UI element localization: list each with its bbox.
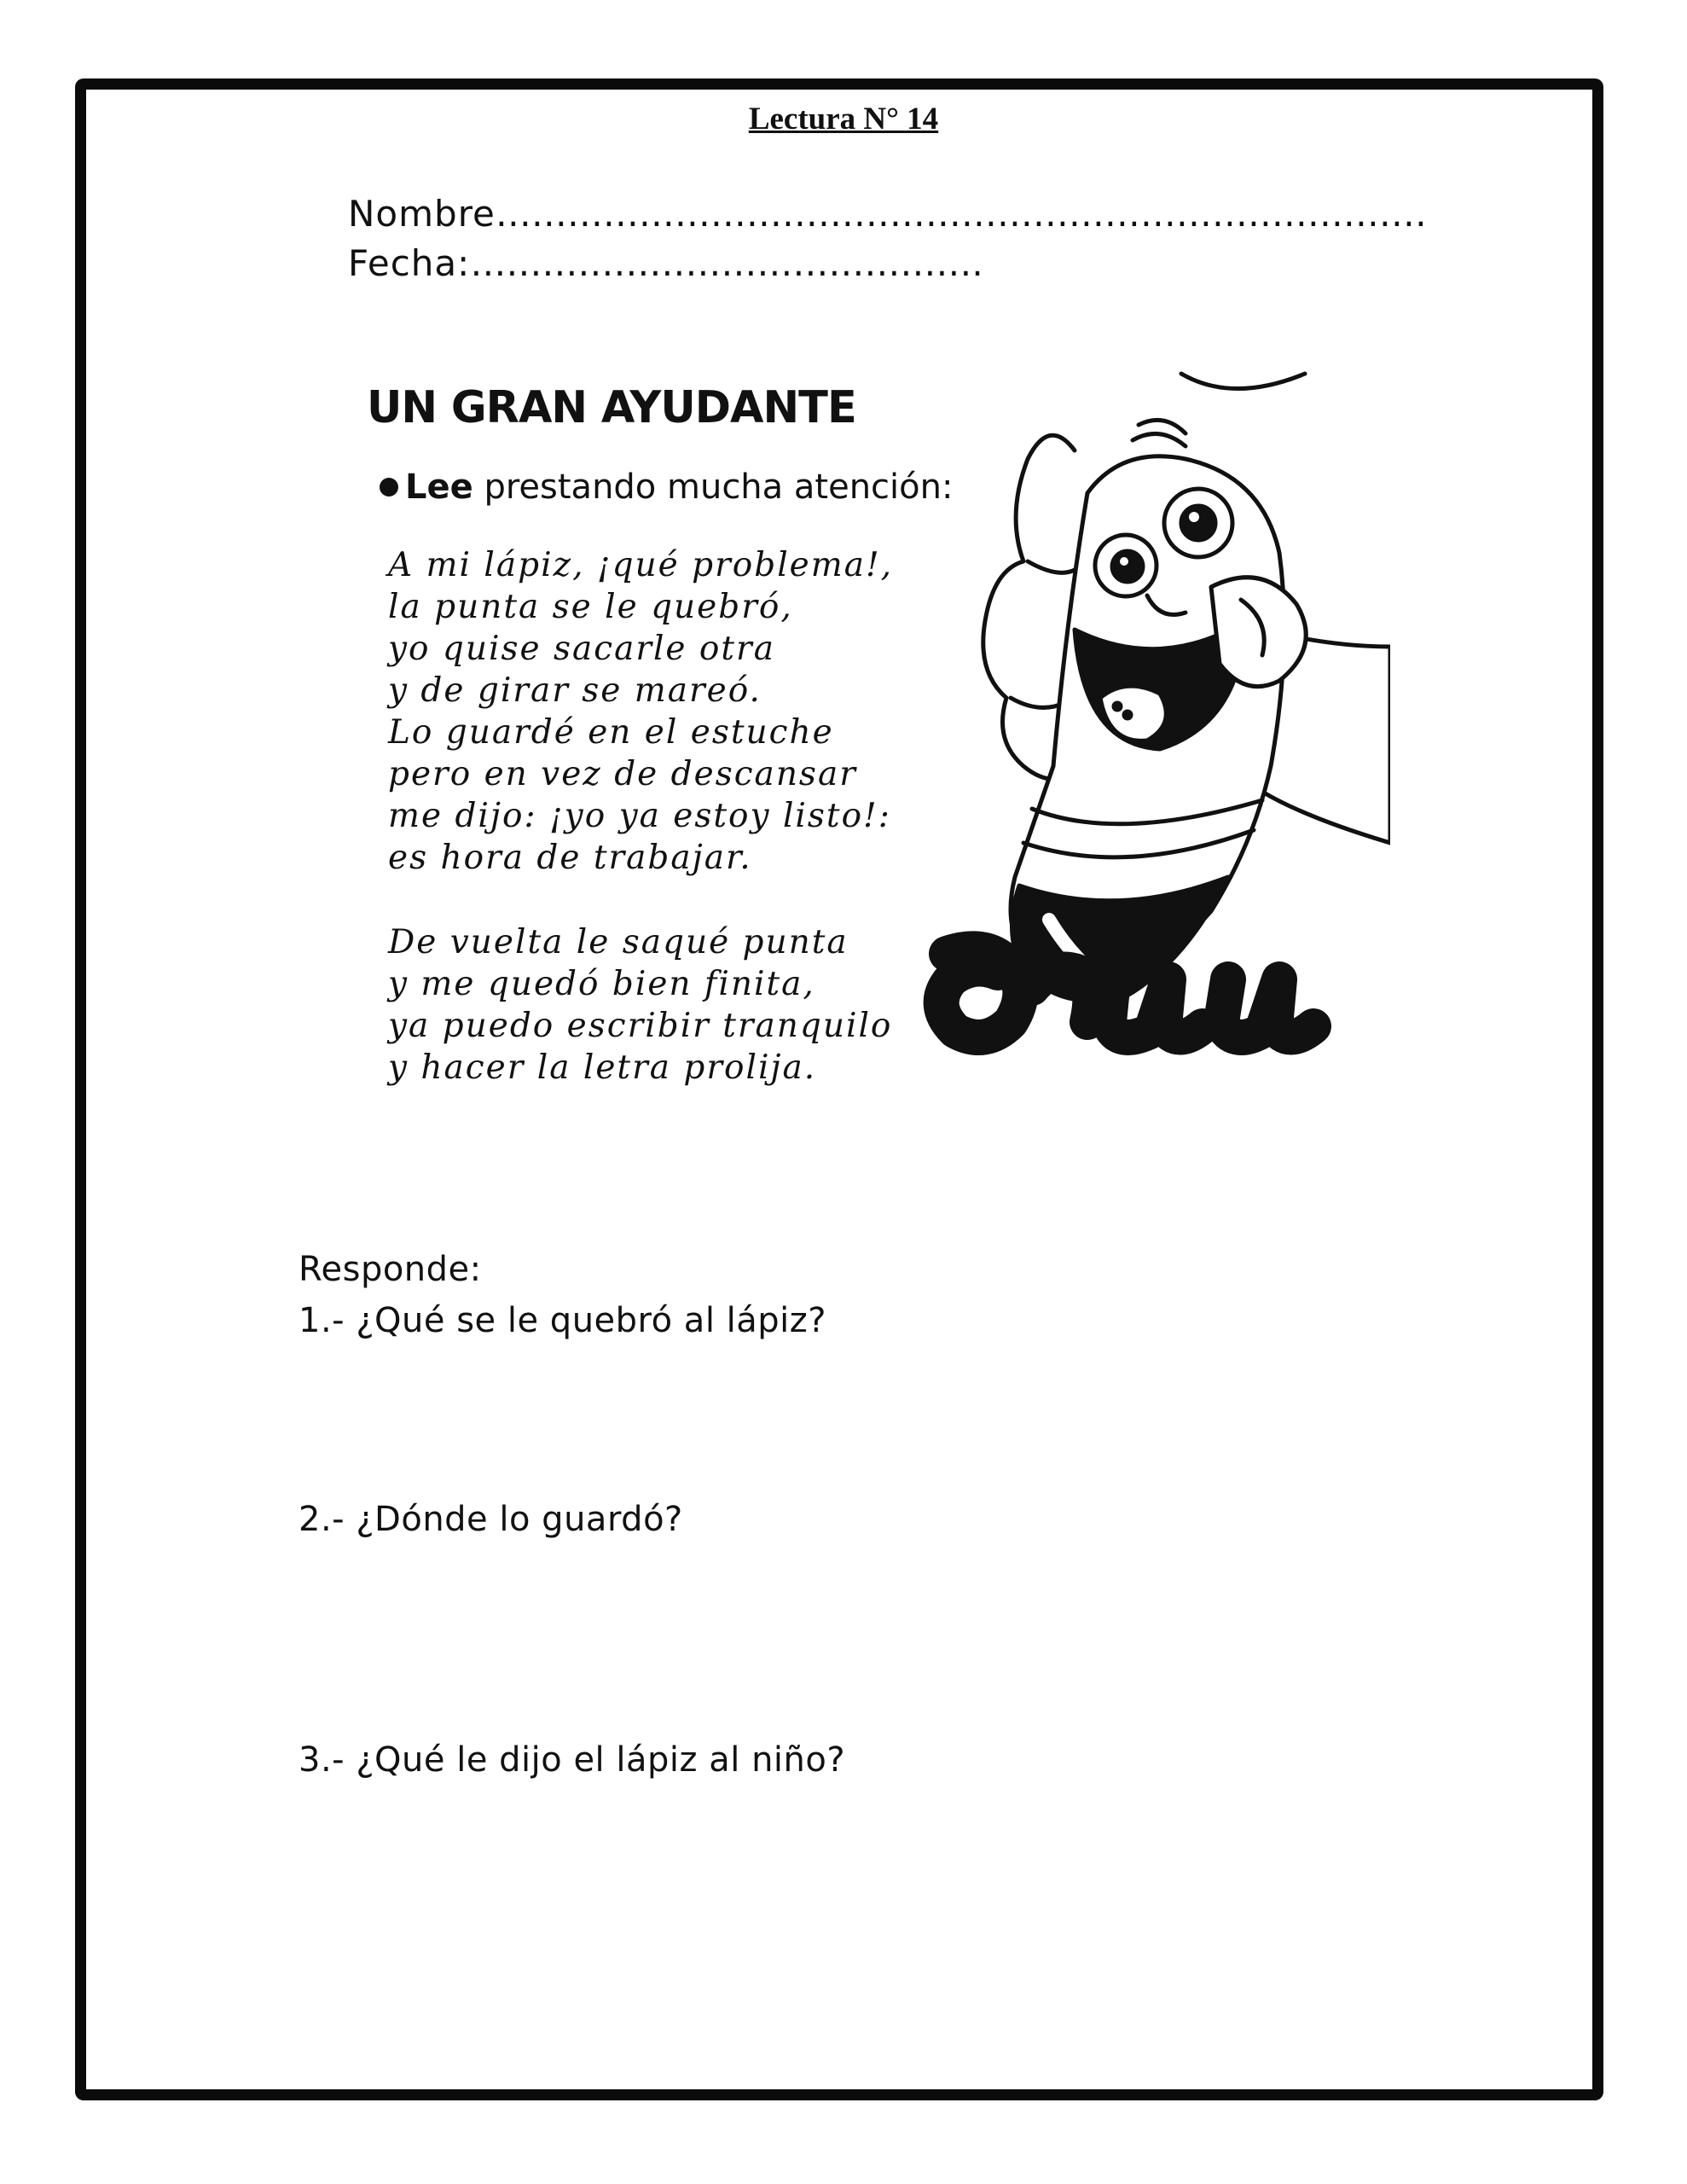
- pencil-character-illustration: [904, 365, 1390, 1099]
- name-label: Nombre: [348, 193, 496, 235]
- name-field: [348, 193, 1427, 235]
- poem-stanza-2: [388, 921, 892, 1089]
- date-label: Fecha:: [348, 242, 471, 284]
- responde-heading: Responde:: [299, 1250, 482, 1289]
- name-dotted-line: ……………………………………………………………………: [495, 193, 1427, 235]
- poem-line: es hora de trabajar.: [388, 839, 752, 877]
- question-1: 1.- ¿Qué se le quebró al lápiz?: [299, 1301, 826, 1340]
- poem-line: me dijo: ¡yo ya estoy listo!:: [388, 797, 891, 835]
- reading-title: UN GRAN AYUDANTE: [367, 382, 856, 433]
- poem-line: Lo guardé en el estuche: [388, 713, 834, 752]
- date-dotted-line: …………………………………….: [470, 242, 983, 284]
- poem-stanza-1: [388, 544, 893, 879]
- bullet-icon: [380, 478, 398, 497]
- instruction-verb: Lee: [405, 468, 473, 507]
- poem-line: A mi lápiz, ¡qué problema!,: [388, 546, 894, 584]
- poem-line: y de girar se mareó.: [388, 671, 762, 710]
- poem-line: De vuelta le saqué punta: [388, 923, 849, 961]
- poem-line: y hacer la letra prolija.: [388, 1048, 817, 1087]
- date-field: [348, 242, 983, 284]
- poem-line: yo quise sacarle otra: [388, 630, 775, 668]
- poem-line: la punta se le quebró,: [388, 588, 793, 626]
- instruction-text: prestando mucha atención:: [472, 468, 954, 507]
- poem-line: y me quedó bien finita,: [388, 965, 815, 1003]
- page-title: Lectura N° 14: [748, 102, 939, 136]
- poem-line: ya puedo escribir tranquilo: [388, 1007, 893, 1045]
- question-2: 2.- ¿Dónde lo guardó?: [299, 1500, 683, 1539]
- question-3: 3.- ¿Qué le dijo el lápiz al niño?: [299, 1740, 846, 1780]
- poem-line: pero en vez de descansar: [388, 755, 857, 793]
- reading-instruction: [380, 468, 953, 507]
